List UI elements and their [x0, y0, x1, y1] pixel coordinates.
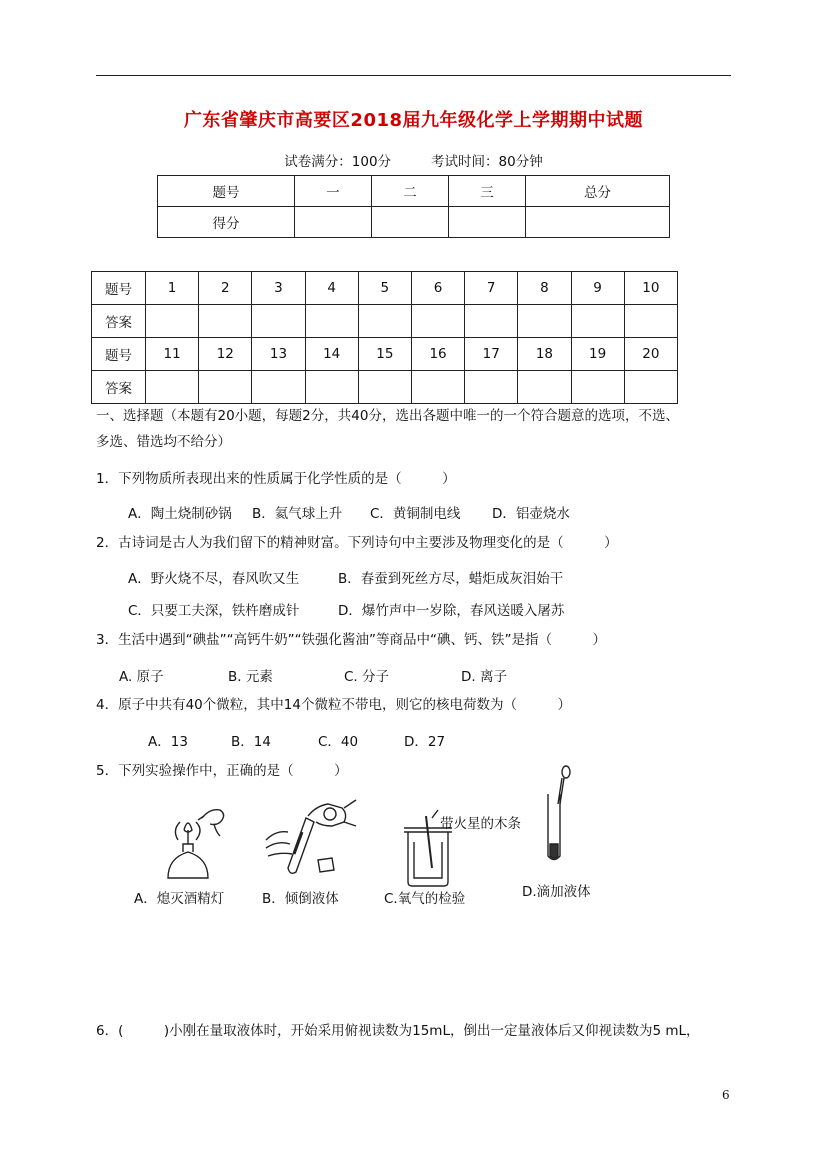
- answer-cell[interactable]: [518, 305, 571, 338]
- answer-row-label: 答案: [92, 371, 146, 404]
- page-title: 广东省肇庆市高要区2018届九年级化学上学期期中试题: [183, 110, 644, 131]
- score-cell[interactable]: [526, 207, 670, 238]
- score-header-cell: 一: [295, 176, 372, 207]
- question-number-cell: 8: [518, 272, 571, 305]
- question-number-cell: 1: [146, 272, 199, 305]
- question-number-cell: 12: [199, 338, 252, 371]
- q3-option-d: D. 离子: [461, 669, 507, 685]
- answer-cell[interactable]: [624, 305, 677, 338]
- full-score: 试卷满分：100分: [284, 154, 392, 170]
- figure-label-glowing-splint: 带火星的木条: [440, 816, 521, 832]
- answer-table: [91, 271, 678, 404]
- question-number-cell: 7: [465, 272, 518, 305]
- question-6-stem: 6．( )小刚在量取液体时，开始采用俯视读数为15mL，倒出一定量液体后又仰视读数为5 mL，: [96, 1023, 700, 1039]
- answer-cell[interactable]: [358, 371, 411, 404]
- question-number-cell: 13: [252, 338, 305, 371]
- answer-cell[interactable]: [305, 305, 358, 338]
- table-row: [158, 176, 670, 207]
- q1-option-d: D．铝壶烧水: [492, 506, 570, 522]
- q2-option-b: B．春蚕到死丝方尽，蜡炬成灰泪始干: [338, 571, 564, 587]
- exam-meta: [0, 150, 827, 170]
- question-number-cell: 5: [358, 272, 411, 305]
- table-row: [158, 207, 670, 238]
- table-row: [92, 272, 678, 305]
- answer-cell[interactable]: [252, 305, 305, 338]
- exam-time: 考试时间：80分钟: [431, 154, 543, 170]
- q5-option-b: B．倾倒液体: [262, 891, 339, 907]
- answer-cell[interactable]: [518, 371, 571, 404]
- q2-option-d: D．爆竹声中一岁除，春风送暖入屠苏: [338, 603, 565, 619]
- table-row: [92, 338, 678, 371]
- answer-cell[interactable]: [252, 371, 305, 404]
- question-number-cell: 2: [199, 272, 252, 305]
- score-table: [157, 175, 670, 238]
- answer-row-label: 题号: [92, 338, 146, 371]
- q5-option-d: D.滴加液体: [522, 884, 591, 900]
- figure-a-alcohol-lamp: [150, 800, 240, 880]
- question-number-cell: 9: [571, 272, 624, 305]
- answer-row-label: 题号: [92, 272, 146, 305]
- question-number-cell: 16: [411, 338, 464, 371]
- q1-option-b: B．氦气球上升: [252, 506, 343, 522]
- question-number-cell: 11: [146, 338, 199, 371]
- q1-option-c: C．黄铜制电线: [370, 506, 461, 522]
- question-5-stem: 5．下列实验操作中，正确的是（ ）: [96, 763, 348, 779]
- q5-option-a: A．熄灭酒精灯: [134, 891, 225, 907]
- score-cell[interactable]: [372, 207, 449, 238]
- question-number-cell: 14: [305, 338, 358, 371]
- question-number-cell: 17: [465, 338, 518, 371]
- header-rule: [96, 75, 731, 76]
- answer-cell[interactable]: [411, 305, 464, 338]
- q3-option-a: A. 原子: [119, 669, 164, 685]
- answer-cell[interactable]: [465, 371, 518, 404]
- score-header-cell: 题号: [158, 176, 295, 207]
- q4-option-a: A．13: [148, 734, 188, 750]
- q2-option-c: C．只要工夫深，铁杵磨成针: [128, 603, 300, 619]
- question-number-cell: 3: [252, 272, 305, 305]
- section-instructions-line1: 一、选择题（本题有20小题，每题2分，共40分，选出各题中唯一的一个符合题意的选项，不选、: [96, 408, 679, 424]
- table-row: [92, 305, 678, 338]
- question-1-stem: 1．下列物质所表现出来的性质属于化学性质的是（ ）: [96, 471, 456, 487]
- question-number-cell: 4: [305, 272, 358, 305]
- score-cell[interactable]: [295, 207, 372, 238]
- score-cell[interactable]: [449, 207, 526, 238]
- question-number-cell: 6: [411, 272, 464, 305]
- q5-option-c: C.氧气的检验: [384, 891, 466, 907]
- answer-cell[interactable]: [199, 371, 252, 404]
- answer-cell[interactable]: [358, 305, 411, 338]
- answer-cell[interactable]: [571, 371, 624, 404]
- answer-cell[interactable]: [146, 371, 199, 404]
- q4-option-c: C．40: [318, 734, 359, 750]
- question-number-cell: 18: [518, 338, 571, 371]
- question-number-cell: 15: [358, 338, 411, 371]
- q4-option-b: B．14: [231, 734, 271, 750]
- answer-cell[interactable]: [465, 305, 518, 338]
- question-4-stem: 4．原子中共有40个微粒，其中14个微粒不带电，则它的核电荷数为（ ）: [96, 697, 571, 713]
- section-instructions-line2: 多选、错选均不给分）: [96, 434, 231, 450]
- answer-cell[interactable]: [199, 305, 252, 338]
- answer-row-label: 答案: [92, 305, 146, 338]
- q3-option-b: B. 元素: [228, 669, 273, 685]
- page-number: 6: [722, 1088, 730, 1102]
- q3-option-c: C. 分子: [344, 669, 390, 685]
- question-3-stem: 3．生活中遇到“碘盐”“高钙牛奶”“铁强化酱油”等商品中“碘、钙、铁”是指（ ）: [96, 632, 607, 648]
- answer-cell[interactable]: [571, 305, 624, 338]
- score-row-label: 得分: [158, 207, 295, 238]
- question-number-cell: 19: [571, 338, 624, 371]
- q1-option-a: A．陶土烧制砂锅: [128, 506, 232, 522]
- answer-cell[interactable]: [411, 371, 464, 404]
- figure-d-dropper: [540, 764, 580, 864]
- question-2-stem: 2．古诗词是古人为我们留下的精神财富。下列诗句中主要涉及物理变化的是（ ）: [96, 535, 618, 551]
- question-number-cell: 20: [624, 338, 677, 371]
- score-header-cell: 总分: [526, 176, 670, 207]
- answer-cell[interactable]: [146, 305, 199, 338]
- q4-option-d: D．27: [404, 734, 446, 750]
- table-row: [92, 371, 678, 404]
- score-header-cell: 二: [372, 176, 449, 207]
- score-header-cell: 三: [449, 176, 526, 207]
- answer-cell[interactable]: [624, 371, 677, 404]
- q2-option-a: A．野火烧不尽，春风吹又生: [128, 571, 300, 587]
- answer-cell[interactable]: [305, 371, 358, 404]
- question-number-cell: 10: [624, 272, 677, 305]
- figure-b-pouring-liquid: [258, 796, 358, 876]
